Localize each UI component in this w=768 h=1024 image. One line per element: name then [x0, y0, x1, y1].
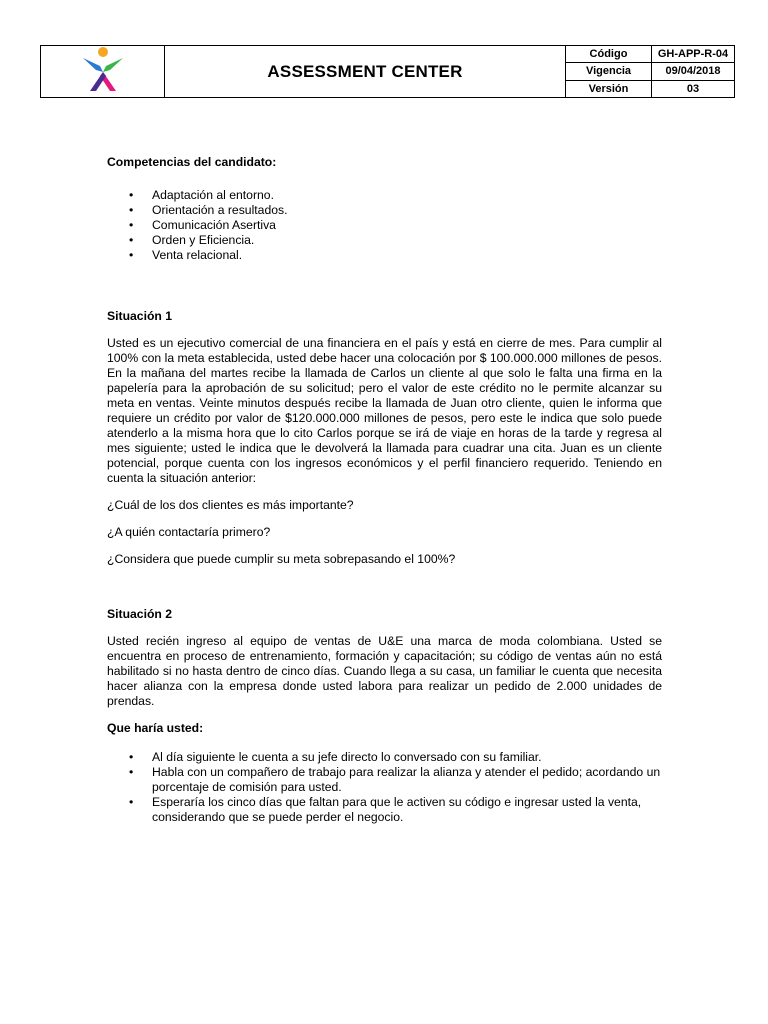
situacion2-subtitle: Que haría usted: [107, 721, 204, 735]
version-value: 03 [652, 80, 735, 97]
vigencia-label: Vigencia [566, 63, 652, 80]
document-header [40, 45, 735, 98]
competencia-item: • Venta relacional. [107, 248, 662, 263]
vigencia-value: 09/04/2018 [652, 63, 735, 80]
competencias-list [107, 188, 662, 263]
situacion2-body: Usted recién ingreso al equipo de ventas de U&E una marca de moda colombiana. Usted se encuentra en proceso de entrenamiento, formación y capacitación; su código de ventas aún no está habilitado si no hasta dentro de cinco días. Cuando llega a su casa, un familiar le cuenta que necesita hacer alianza con la empresa donde usted labora para realizar un pedido de 2.000 unidades de prendas. [107, 634, 662, 708]
option-item: • Habla con un compañero de trabajo para realizar la alianza y atender el pedido; acordando un porcentaje de comisión para usted. [107, 765, 662, 795]
company-logo [80, 46, 126, 92]
codigo-value: GH-APP-R-04 [652, 46, 735, 63]
situacion2-title: Situación 2 [107, 607, 173, 621]
situacion1-question: ¿Considera que puede cumplir su meta sobrepasando el 100%? [107, 552, 456, 566]
version-label: Versión [566, 80, 652, 97]
document-title: ASSESSMENT CENTER [165, 46, 566, 98]
competencias-title: Competencias del candidato: [107, 155, 277, 169]
codigo-label: Código [566, 46, 652, 63]
competencia-item: • Orden y Eficiencia. [107, 233, 662, 248]
competencia-item: • Comunicación Asertiva [107, 218, 662, 233]
situacion1-title: Situación 1 [107, 309, 173, 323]
logo-head [98, 47, 108, 57]
logo-arm-green [103, 58, 123, 72]
situacion2-options [107, 750, 662, 825]
logo-arm-blue [83, 58, 103, 72]
document-body [107, 155, 662, 825]
situacion1-question: ¿A quién contactaría primero? [107, 525, 271, 539]
situacion1-body: Usted es un ejecutivo comercial de una financiera en el país y está en cierre de mes. Para cumplir al 100% con la meta establecida, usted debe hacer una colocación por $ 100.000.000 millones de pesos. En la mañana del martes recibe la llamada de Carlos un cliente al que solo le falta una firma en la papelería para la aprobación de su solicitud; pero el valor de este crédito no le permite alcanzar su meta en ventas. Veinte minutos después recibe la llamada de Juan otro cliente, quien le informa que requiere un crédito por valor de $120.000.000 millones de pesos, pero este le indica que solo puede atenderlo a la misma hora que lo cito Carlos porque se irá de viaje en horas de la tarde y regresa al mes siguiente; usted le indica que le devolverá la llamada para cuadrar una cita. Juan es un cliente potencial, porque cuenta con los ingresos económicos y el perfil financiero requerido. Teniendo en cuenta la situación anterior: [107, 336, 662, 485]
competencia-item: • Adaptación al entorno. [107, 188, 662, 203]
situacion1-question: ¿Cuál de los dos clientes es más importante? [107, 498, 354, 512]
option-item: • Al día siguiente le cuenta a su jefe directo lo conversado con su familiar. [107, 750, 662, 765]
logo-cell [41, 46, 165, 98]
option-item: • Esperaría los cinco días que faltan para que le activen su código e ingresar usted la venta, considerando que se puede perder el negocio. [107, 795, 662, 825]
logo-leg-purple [90, 72, 106, 91]
competencia-item: • Orientación a resultados. [107, 203, 662, 218]
